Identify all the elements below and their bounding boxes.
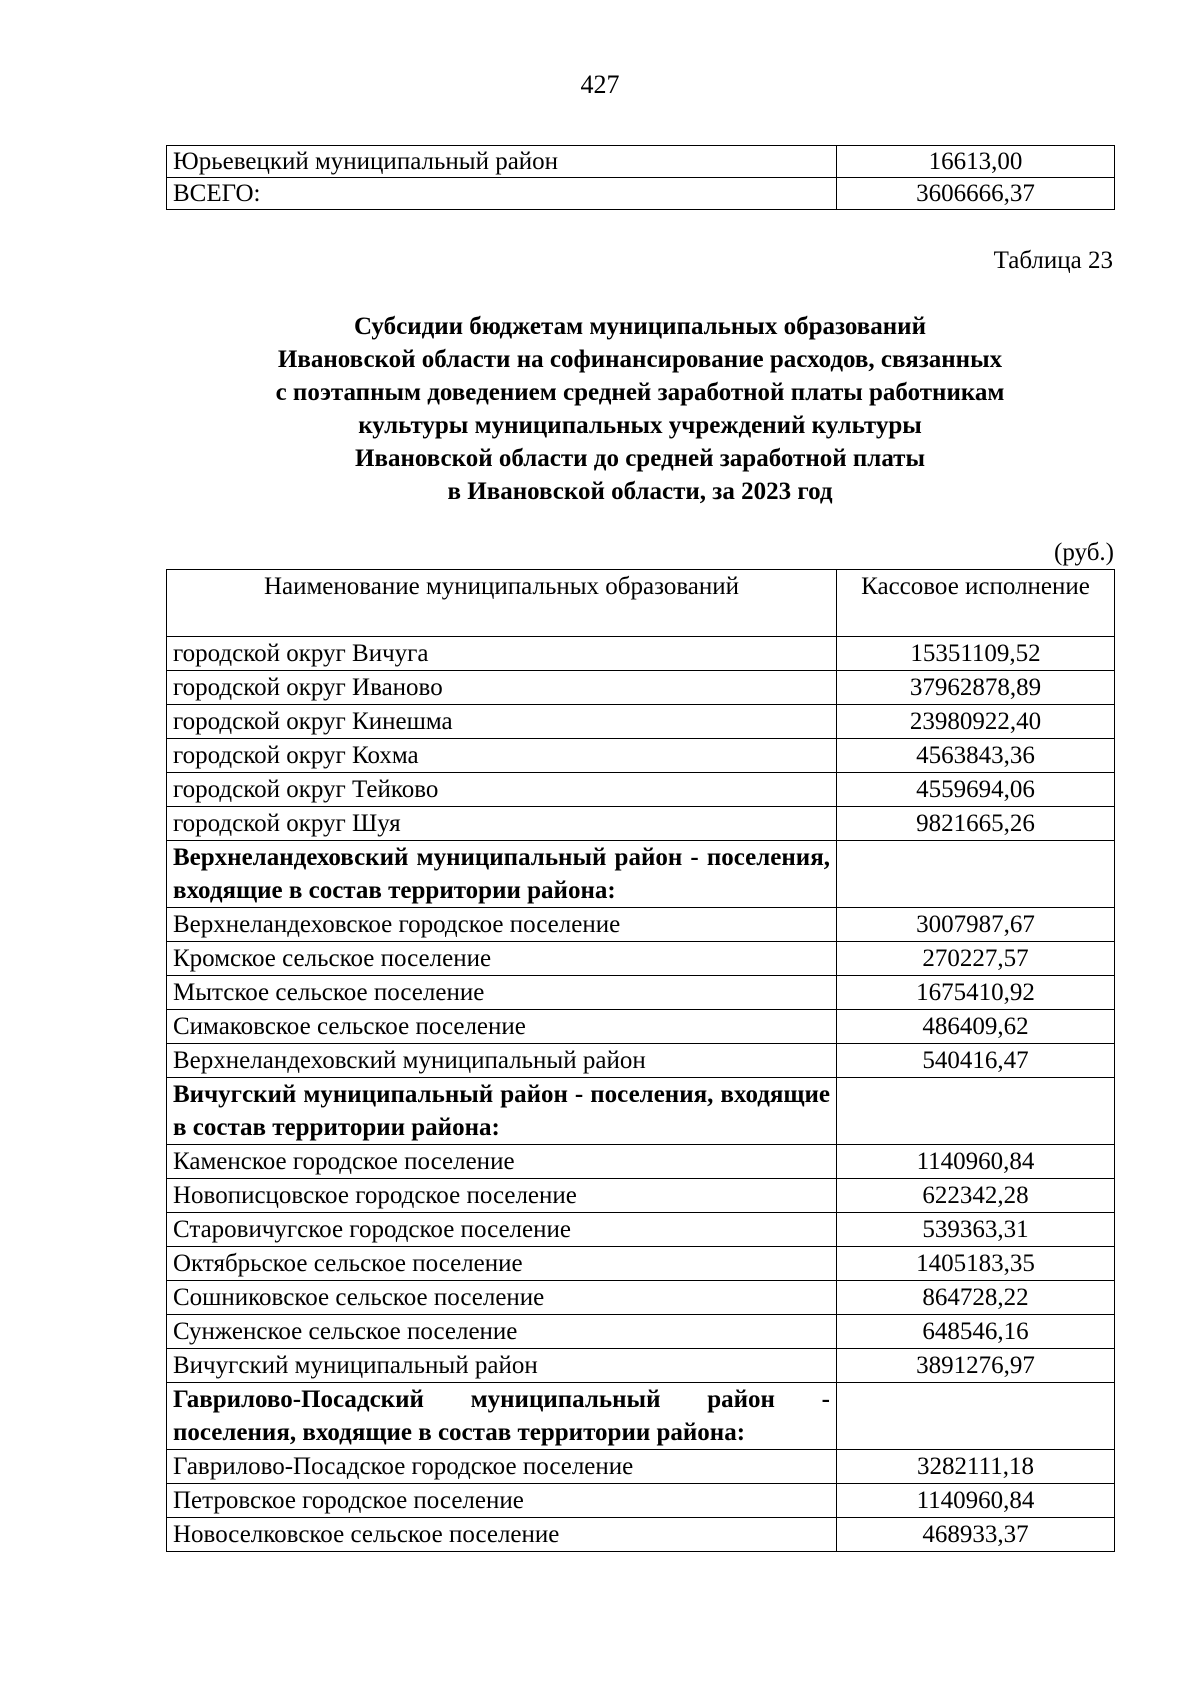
municipality-name: Петровское городское поселение [167,1484,837,1518]
cash-execution-value: 539363,31 [837,1213,1115,1247]
cash-execution-value: 486409,62 [837,1010,1115,1044]
title-line: в Ивановской области, за 2023 год [447,478,833,505]
title-line: культуры муниципальных учреждений культуры [358,412,922,439]
cash-execution-value: 23980922,40 [837,705,1115,739]
municipality-name: городской округ Тейково [167,773,837,807]
cash-execution-value [837,1383,1115,1450]
table-row [167,807,1115,841]
cash-execution-value: 4563843,36 [837,739,1115,773]
title-line: с поэтапным доведением средней заработной платы работникам [275,379,1005,406]
cash-execution-value: 1140960,84 [837,1484,1115,1518]
municipality-name: Верхнеландеховский муниципальный район [167,1044,837,1078]
table-row [167,976,1115,1010]
cash-execution-value: 1140960,84 [837,1145,1115,1179]
table-label: Таблица 23 [993,247,1113,274]
row-name: Юрьевецкий муниципальный район [167,146,837,178]
cash-execution-value: 3007987,67 [837,908,1115,942]
header-name: Наименование муниципальных образований [167,570,837,637]
table-row [167,739,1115,773]
page-number: 427 [580,70,620,99]
unit-label: (руб.) [1054,539,1114,566]
subsidies-table [166,569,1115,1552]
table-row [167,773,1115,807]
cash-execution-value: 9821665,26 [837,807,1115,841]
municipality-name: Мытское сельское поселение [167,976,837,1010]
municipality-name: Старовичугское городское поселение [167,1213,837,1247]
municipality-name: городской округ Кохма [167,739,837,773]
cash-execution-value: 468933,37 [837,1518,1115,1552]
municipality-name: городской округ Иваново [167,671,837,705]
table-title [166,310,1114,508]
cash-execution-value: 622342,28 [837,1179,1115,1213]
municipality-name: городской округ Кинешма [167,705,837,739]
row-value: 3606666,37 [837,178,1115,210]
table-row [167,1044,1115,1078]
table-row [167,671,1115,705]
table-header-row [167,570,1115,637]
municipality-name: Верхнеландеховское городское поселение [167,908,837,942]
municipality-name: Сунженское сельское поселение [167,1315,837,1349]
cash-execution-value: 648546,16 [837,1315,1115,1349]
title-line: Ивановской области на софинансирование расходов, связанных [277,346,1003,373]
municipality-name: Симаковское сельское поселение [167,1010,837,1044]
cash-execution-value: 864728,22 [837,1281,1115,1315]
group-header-row [167,841,1115,908]
municipality-name: Сошниковское сельское поселение [167,1281,837,1315]
table-row [167,1010,1115,1044]
cash-execution-value: 270227,57 [837,942,1115,976]
table-row [167,1281,1115,1315]
group-header-row [167,1078,1115,1145]
continuation-table [166,145,1115,210]
cash-execution-value: 540416,47 [837,1044,1115,1078]
table-row [167,1315,1115,1349]
table-row [167,1179,1115,1213]
group-name: Гаврилово-Посадский муниципальный район - поселения, входящие в состав территории района: [167,1383,837,1450]
cash-execution-value: 37962878,89 [837,671,1115,705]
cash-execution-value: 1405183,35 [837,1247,1115,1281]
row-value: 16613,00 [837,146,1115,178]
table-row [167,942,1115,976]
table-row [167,1484,1115,1518]
table-row [167,1518,1115,1552]
municipality-name: городской округ Вичуга [167,637,837,671]
table-row [167,1450,1115,1484]
table-row [167,1145,1115,1179]
cash-execution-value: 1675410,92 [837,976,1115,1010]
municipality-name: городской округ Шуя [167,807,837,841]
group-name: Вичугский муниципальный район - поселения, входящие в состав территории района: [167,1078,837,1145]
municipality-name: Каменское городское поселение [167,1145,837,1179]
table-row [167,705,1115,739]
cash-execution-value: 4559694,06 [837,773,1115,807]
cash-execution-value [837,1078,1115,1145]
total-row [167,178,1115,210]
table-row [167,637,1115,671]
table-row [167,1349,1115,1383]
municipality-name: Новописцовское городское поселение [167,1179,837,1213]
municipality-name: Кромское сельское поселение [167,942,837,976]
table-row [167,908,1115,942]
table-row [167,1247,1115,1281]
municipality-name: Новоселковское сельское поселение [167,1518,837,1552]
cash-execution-value: 3891276,97 [837,1349,1115,1383]
municipality-name: Вичугский муниципальный район [167,1349,837,1383]
municipality-name: Октябрьское сельское поселение [167,1247,837,1281]
municipality-name: Гаврилово-Посадское городское поселение [167,1450,837,1484]
group-header-row [167,1383,1115,1450]
cash-execution-value: 15351109,52 [837,637,1115,671]
row-name: ВСЕГО: [167,178,837,210]
cash-execution-value: 3282111,18 [837,1450,1115,1484]
title-line: Субсидии бюджетам муниципальных образований [354,313,926,340]
table-row [167,146,1115,178]
group-name: Верхнеландеховский муниципальный район - поселения, входящие в состав территории района: [167,841,837,908]
header-value: Кассовое исполнение [837,570,1115,637]
cash-execution-value [837,841,1115,908]
title-line: Ивановской области до средней заработной платы [355,445,925,472]
table-row [167,1213,1115,1247]
